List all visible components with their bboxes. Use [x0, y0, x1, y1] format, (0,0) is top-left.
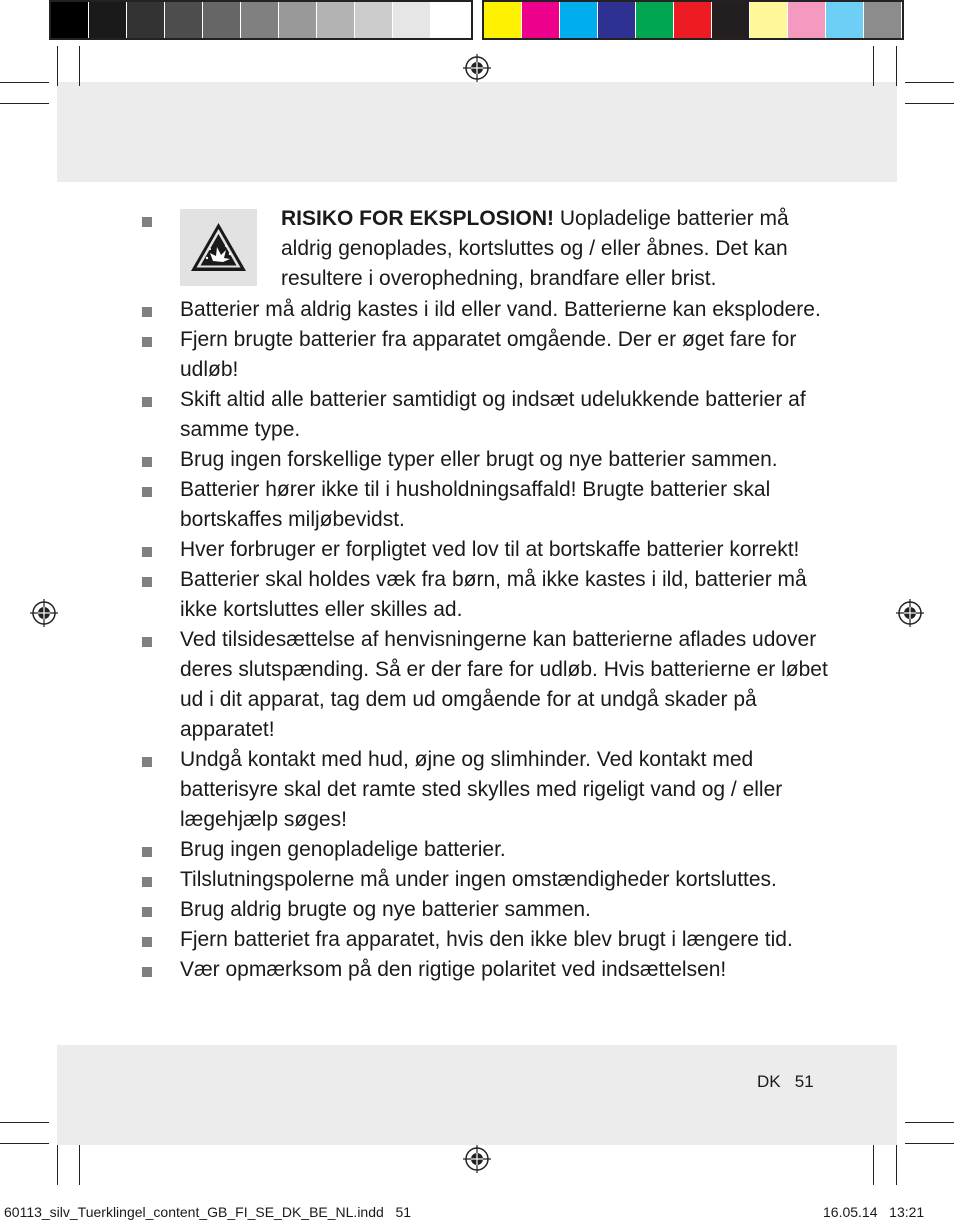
color-swatch	[636, 2, 673, 38]
list-item	[140, 745, 840, 835]
footer-band	[57, 1045, 897, 1145]
list-item-text: Brug ingen forskellige typer eller brugt og nye batterier sammen.	[180, 448, 778, 471]
explosion-hazard-icon	[180, 209, 257, 286]
bullet	[142, 307, 152, 317]
color-swatch	[431, 2, 468, 38]
color-swatch	[393, 2, 430, 38]
crop-mark	[905, 1143, 954, 1144]
color-swatch	[712, 2, 749, 38]
color-swatch	[241, 2, 278, 38]
list-item	[140, 475, 840, 535]
registration-mark-icon	[462, 1144, 492, 1174]
color-swatch	[317, 2, 354, 38]
list-item-text: Fjern brugte batterier fra apparatet omgående. Der er øget fare for udløb!	[180, 328, 797, 381]
color-swatch	[165, 2, 202, 38]
list-item-text: Batterier må aldrig kastes i ild eller vand. Batterierne kan eksplodere.	[180, 298, 821, 321]
print-date: 16.05.14 13:21	[823, 1204, 925, 1220]
page-number: DK 51	[757, 1072, 814, 1091]
warning-heading: RISIKO FOR EKSPLOSION!	[281, 207, 555, 230]
list-item	[140, 925, 840, 955]
color-swatch	[598, 2, 635, 38]
color-swatch	[674, 2, 711, 38]
explosion-warning	[140, 204, 840, 294]
list-item-text: Undgå kontakt med hud, øjne og slimhinder. Ved kontakt med batterisyre skal det ramte sted skylles med rigeligt vand og / eller lægehjælp søges!	[180, 748, 783, 831]
crop-mark	[873, 1145, 874, 1185]
list-item	[140, 565, 840, 625]
list-item-text: Vær opmærksom på den rigtige polaritet ved indsættelsen!	[180, 958, 727, 981]
list-item	[140, 445, 840, 475]
crop-mark	[896, 1145, 897, 1185]
list-item-text: Batterier hører ikke til i husholdningsaffald! Brugte batterier skal bortskaffes miljøbevidst.	[180, 478, 771, 531]
color-swatch	[864, 2, 901, 38]
crop-mark	[0, 82, 49, 83]
gray-calibration-bar	[51, 0, 469, 40]
crop-mark	[873, 46, 874, 86]
bullet	[142, 907, 152, 917]
list-item	[140, 295, 840, 325]
bullet	[142, 757, 152, 767]
list-item	[140, 325, 840, 385]
crop-mark	[896, 46, 897, 86]
list-item-text: Fjern batteriet fra apparatet, hvis den ikke blev brugt i længere tid.	[180, 928, 793, 951]
color-swatch	[355, 2, 392, 38]
crop-mark	[0, 103, 49, 104]
registration-mark-icon	[895, 598, 925, 628]
crop-mark	[905, 1122, 954, 1123]
bullet	[142, 577, 152, 587]
crop-mark	[79, 1145, 80, 1185]
list-item	[140, 865, 840, 895]
file-name: 60113_silv_Tuerklingel_content_GB_FI_SE_DK_BE_NL.indd 51	[4, 1204, 412, 1220]
bullet	[142, 637, 152, 647]
color-swatch	[203, 2, 240, 38]
color-swatch	[89, 2, 126, 38]
list-item	[140, 625, 840, 745]
color-swatch	[826, 2, 863, 38]
header-band	[57, 82, 897, 182]
list-item	[140, 835, 840, 865]
color-swatch	[522, 2, 559, 38]
safety-instructions	[140, 204, 840, 985]
crop-mark	[905, 82, 954, 83]
color-swatch	[788, 2, 825, 38]
bullet	[142, 457, 152, 467]
crop-mark	[57, 46, 58, 86]
crop-mark	[0, 1122, 49, 1123]
registration-mark-icon	[462, 53, 492, 83]
list-item	[140, 385, 840, 445]
list-item-text: Tilslutningspolerne må under ingen omstændigheder kortsluttes.	[180, 868, 777, 891]
list-item-text: Brug ingen genopladelige batterier.	[180, 838, 506, 861]
crop-mark	[0, 1143, 49, 1144]
color-calibration-bar	[484, 0, 902, 40]
color-swatch	[127, 2, 164, 38]
color-swatch	[51, 2, 88, 38]
bullet	[142, 337, 152, 347]
bullet	[142, 547, 152, 557]
list-item-text: Skift altid alle batterier samtidigt og indsæt udelukkende batterier af samme type.	[180, 388, 806, 441]
bullet	[142, 967, 152, 977]
warning-text: Uopladelige batterier må aldrig genoplades, kortsluttes og / eller åbnes. Det kan resultere i overophedning, brandfare eller brist.	[281, 207, 789, 290]
bullet	[142, 877, 152, 887]
crop-mark	[905, 103, 954, 104]
list-item-text: Batterier skal holdes væk fra børn, må ikke kastes i ild, batterier må ikke kortsluttes eller skilles ad.	[180, 568, 807, 621]
bullet	[142, 487, 152, 497]
list-item	[140, 955, 840, 985]
bullet-list	[140, 295, 840, 985]
bullet	[142, 217, 152, 227]
registration-mark-icon	[29, 598, 59, 628]
list-item	[140, 895, 840, 925]
list-item-text: Ved tilsidesættelse af henvisningerne kan batterierne aflades udover deres slutspænding. Så er der fare for udløb. Hvis batterierne er løbet ud i dit apparat, tag dem ud omgående for at undgå skader på apparatet!	[180, 628, 828, 741]
bullet	[142, 937, 152, 947]
color-swatch	[484, 2, 521, 38]
color-swatch	[750, 2, 787, 38]
crop-mark	[79, 46, 80, 86]
list-item	[140, 535, 840, 565]
color-swatch	[279, 2, 316, 38]
bullet	[142, 847, 152, 857]
crop-mark	[57, 1145, 58, 1185]
list-item-text: Hver forbruger er forpligtet ved lov til at bortskaffe batterier korrekt!	[180, 538, 800, 561]
color-swatch	[560, 2, 597, 38]
bullet	[142, 397, 152, 407]
list-item-text: Brug aldrig brugte og nye batterier sammen.	[180, 898, 591, 921]
